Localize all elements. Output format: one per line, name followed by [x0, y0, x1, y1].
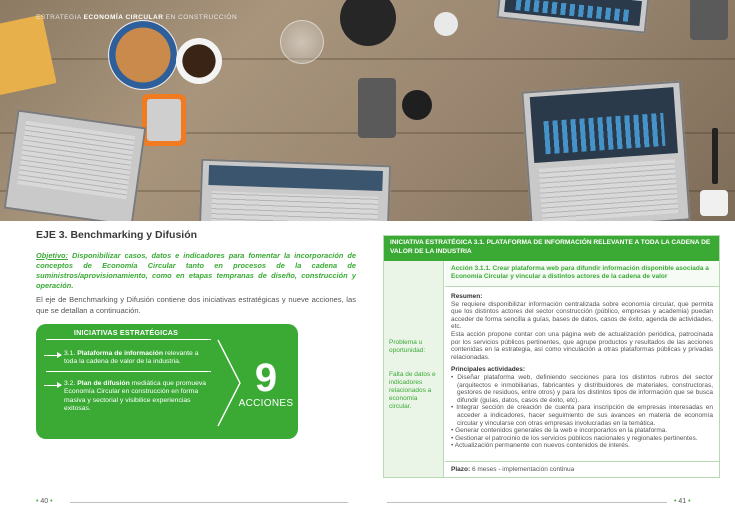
initiative-rest: relevante a toda la cadena de valor de la industria. — [64, 350, 199, 366]
coffee-mug-dark — [402, 90, 432, 120]
problem-label: Problema u oportunidad: — [389, 339, 426, 354]
initiatives-box — [36, 324, 298, 439]
laptop-top-right — [496, 0, 649, 34]
actions-label: ACCIONES — [238, 398, 294, 409]
summary-paragraph: Esta acción propone contar con una página web de actualización periódica, patrocinada por los servicios públicos pertinentes, que agrupe productos y resultados de las acciones contenidas en la estrategia, así como vinculación a otras plataformas públicas y privadas relacionadas. — [451, 330, 713, 361]
timeframe-value: 6 meses - implementación continua — [471, 466, 575, 473]
laptop-left — [4, 109, 147, 221]
snack-bowl — [108, 20, 178, 90]
list-item: • Gestionar el patrocinio de los servicios públicos nacionales y regionales pertinentes. — [451, 434, 698, 442]
table-title: INICIATIVA ESTRATÉGICA 3.1. PLATAFORMA DE INFORMACIÓN RELEVANTE A TODA LA CADENA DE VALOR DE LA INDUSTRIA — [384, 236, 719, 261]
actions-count: 9 — [254, 356, 278, 400]
list-item: • Integrar sección de creación de cuenta para inscripción de empresas interesadas en acceder a indicadores, hacer seguimiento de sus avances en materia de economía circular y vincularse con otras empresas involucradas en la temática. — [451, 404, 713, 427]
footer-rule — [387, 502, 667, 503]
divider — [46, 371, 211, 372]
problem-description: Falta de datos e indicadores relacionados a economía circular. — [389, 371, 436, 410]
problem-column — [384, 261, 444, 477]
water-glass — [280, 20, 324, 64]
initiative-table — [383, 235, 720, 478]
summary-paragraph: Se requiere disponibilizar información centralizada sobre economía circular, que permita que los distintos actores del sector construcción (público, empresas y academia) puedan acceder de forma sencilla a guías, bases de datos, casos de éxito, agenda de actividades, etc. — [451, 300, 713, 331]
running-header — [36, 14, 237, 21]
divider — [46, 339, 211, 340]
timeframe-label: Plazo: — [451, 466, 471, 473]
intro-paragraph: El eje de Benchmarking y Difusión contiene dos iniciativas estratégicas y nueve acciones, las que se detallan a continuación. — [36, 295, 356, 315]
action-column — [445, 261, 719, 477]
initiative-num: 3.2. — [64, 380, 76, 387]
external-hard-drive — [142, 94, 186, 146]
phone — [690, 0, 728, 40]
page-number-left: • 40 • — [36, 498, 53, 505]
timeframe-row — [445, 461, 719, 477]
list-item: • Actualización permanente con nuevos contenidos de interés. — [451, 442, 630, 450]
objective-label: Objetivo: — [36, 251, 69, 260]
action-title: Acción 3.1.1. Crear plataforma web para difundir información disponible asociada a Economía Circular y vincular a distintos actores de la cadena de valor — [445, 261, 719, 287]
teapot — [340, 0, 396, 46]
initiative-text — [64, 350, 212, 367]
page-number-value: 40 — [40, 498, 49, 505]
arrow-right-icon — [44, 385, 61, 386]
initiative-bold: Plataforma de información — [77, 350, 163, 357]
footer-rule — [70, 502, 348, 503]
arrow-right-icon — [44, 355, 61, 356]
initiative-rest: mediática que promueva Economía Circular en construcción en forma masiva y sectorial y visibilice experiencias exitosas. — [64, 380, 207, 413]
coffee-cup — [176, 38, 222, 84]
page-number-right: • 41 • — [674, 498, 691, 505]
initiatives-title: INICIATIVAS ESTRATÉGICAS — [73, 328, 179, 337]
objective-text: Disponibilizar casos, datos e indicadores para fomentar la incorporación de conceptos de Economía Circular tanto en procesos de la cadena de suministros/aprovisionamiento, como en etapas tempranas de diseño, construcción y operación. — [36, 251, 356, 290]
initiative-num: 3.1. — [64, 350, 76, 357]
laptop-right — [521, 81, 690, 221]
initiative-text — [64, 380, 212, 414]
activities-list — [451, 374, 713, 450]
summary-label: Resumen: — [451, 293, 483, 300]
page-number-value: 41 — [678, 498, 687, 505]
list-item: • Diseñar plataforma web, definiendo secciones para los distintos rubros del sector (arquitectos e inmobiliarias, fabricantes y distribuidores de materiales, constructoras, gestores de residuos, entre otros) y para los distintos tipos de información que se busca difundir (guías, datos, casos de éxito, etc). — [451, 373, 713, 404]
paper-cup — [700, 190, 728, 216]
notebook-yellow — [0, 15, 57, 96]
power-bank — [358, 78, 396, 138]
section-title: EJE 3. Benchmarking y Difusión — [36, 229, 198, 241]
activities-label: Principales actividades: — [451, 366, 526, 374]
laptop-center — [199, 159, 391, 221]
initiative-bold: Plan de difusión — [77, 380, 130, 387]
header-photo — [0, 0, 735, 221]
action-content — [451, 290, 713, 450]
list-item: • Generar contenidos generales de la web e incorporarlos en la plataforma. — [451, 427, 668, 435]
header-suffix: EN CONSTRUCCIÓN — [165, 14, 238, 21]
pen — [712, 128, 718, 184]
header-highlight: ECONOMÍA CIRCULAR — [83, 14, 164, 21]
header-prefix: ESTRATEGIA — [36, 14, 82, 21]
sticky-note — [434, 12, 458, 36]
objective-paragraph — [36, 251, 356, 291]
